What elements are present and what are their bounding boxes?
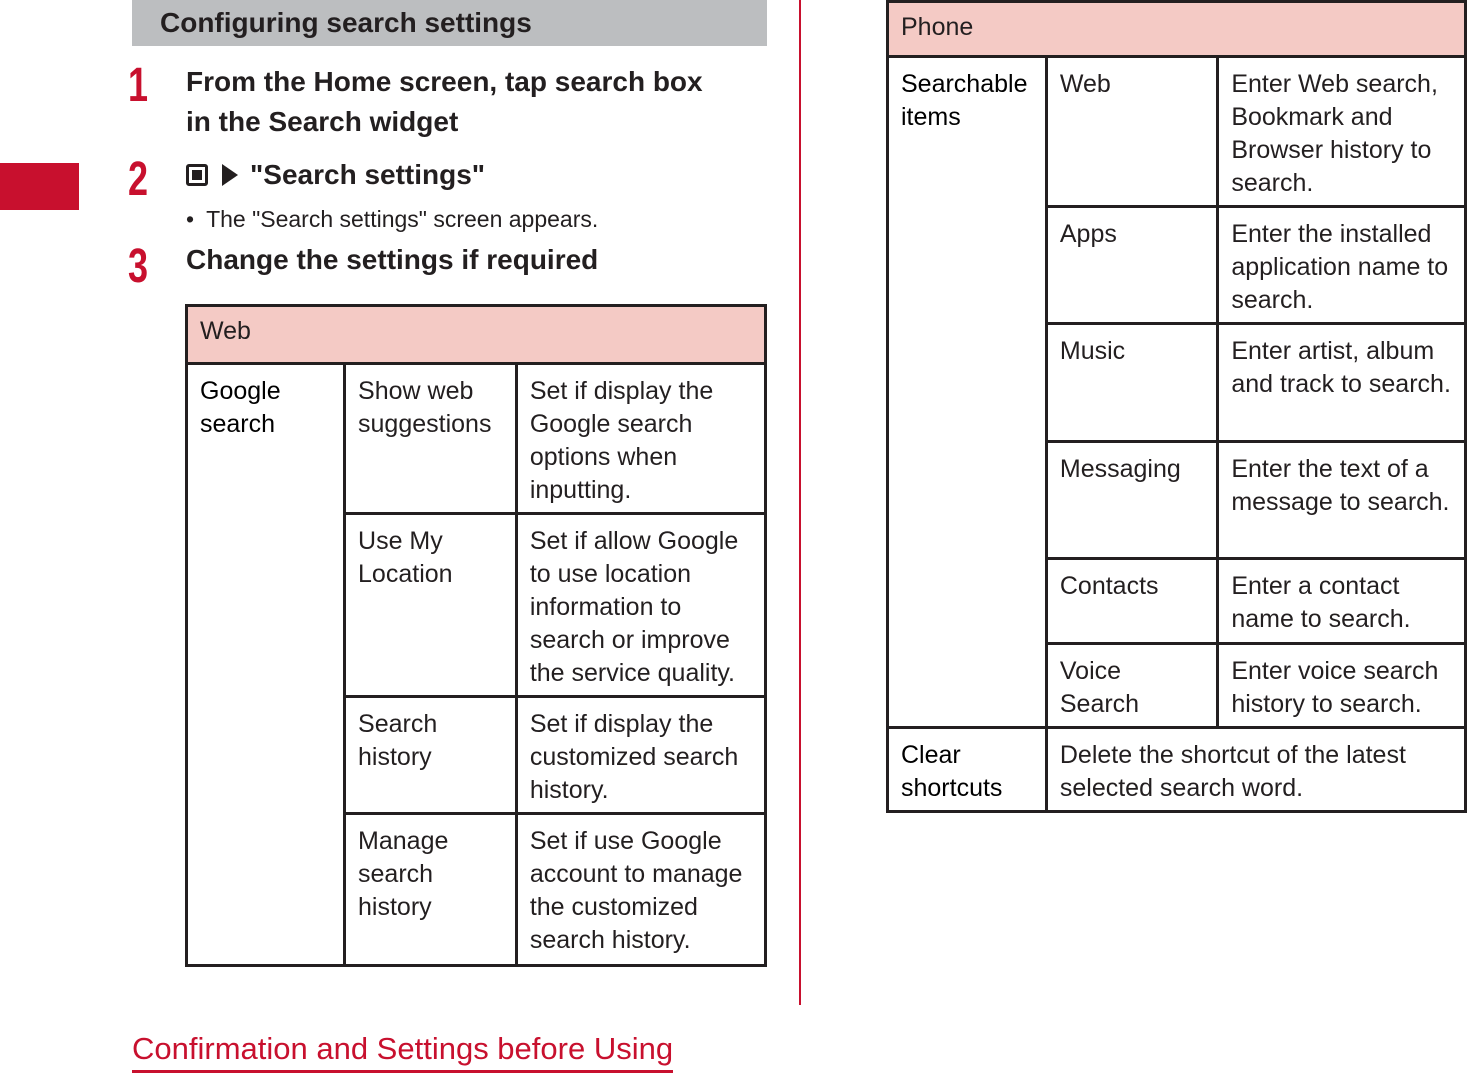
phone-item-voice-search: Voice Search [1046,644,1217,728]
web-item-show-web-suggestions: Show web suggestions [345,364,517,514]
web-desc-manage-search-history: Set if use Google account to manage the customized search history. [516,814,765,966]
web-table-header: Web [187,306,766,364]
step-1-line-1: From the Home screen, tap search box [186,66,703,97]
phone-item-messaging: Messaging [1046,442,1217,559]
step-2-label: "Search settings" [250,159,486,190]
web-item-manage-search-history: Manage search history [345,814,517,966]
web-group-google-search: Google search [187,364,345,966]
phone-settings-table [886,0,1467,813]
step-1-number: 1 [128,59,149,112]
phone-item-web: Web [1046,57,1217,207]
side-index-tab [0,163,79,210]
phone-item-apps: Apps [1046,207,1217,324]
column-divider [799,0,801,1005]
step-2-number: 2 [128,153,149,206]
bullet-icon: • [186,206,195,232]
phone-item-music: Music [1046,324,1217,442]
phone-desc-messaging: Enter the text of a message to search. [1218,442,1466,559]
menu-key-icon [186,164,208,186]
step-1-text [186,62,703,142]
phone-clear-shortcuts-label: Clear shortcuts [888,728,1047,812]
phone-item-contacts: Contacts [1046,559,1217,644]
step-2-note-text: The "Search settings" screen appears. [206,206,599,232]
web-item-search-history: Search history [345,697,517,814]
phone-desc-voice-search: Enter voice search history to search. [1218,644,1466,728]
phone-desc-contacts: Enter a contact name to search. [1218,559,1466,644]
phone-desc-apps: Enter the installed application name to search. [1218,207,1466,324]
phone-clear-shortcuts-desc: Delete the shortcut of the latest selected search word. [1046,728,1465,812]
phone-group-searchable-items: Searchable items [888,57,1047,728]
web-settings-table [185,304,767,967]
step-3-text: Change the settings if required [186,244,599,275]
web-desc-show-web-suggestions: Set if display the Google search options when inputting. [516,364,765,514]
web-desc-search-history: Set if display the customized search history. [516,697,765,814]
step-2-note [186,204,598,234]
section-title: Configuring search settings [132,0,767,46]
step-3-number: 3 [128,240,149,293]
web-item-use-my-location: Use My Location [345,514,517,697]
arrow-right-icon [222,164,238,186]
step-2-text [186,155,485,195]
footer-chapter-link[interactable]: Confirmation and Settings before Using [132,1030,673,1073]
phone-desc-music: Enter artist, album and track to search. [1218,324,1466,442]
step-1-line-2: in the Search widget [186,106,459,137]
web-desc-use-my-location: Set if allow Google to use location information to search or improve the service quality. [516,514,765,697]
phone-table-header: Phone [888,2,1466,57]
phone-desc-web: Enter Web search, Bookmark and Browser history to search. [1218,57,1466,207]
